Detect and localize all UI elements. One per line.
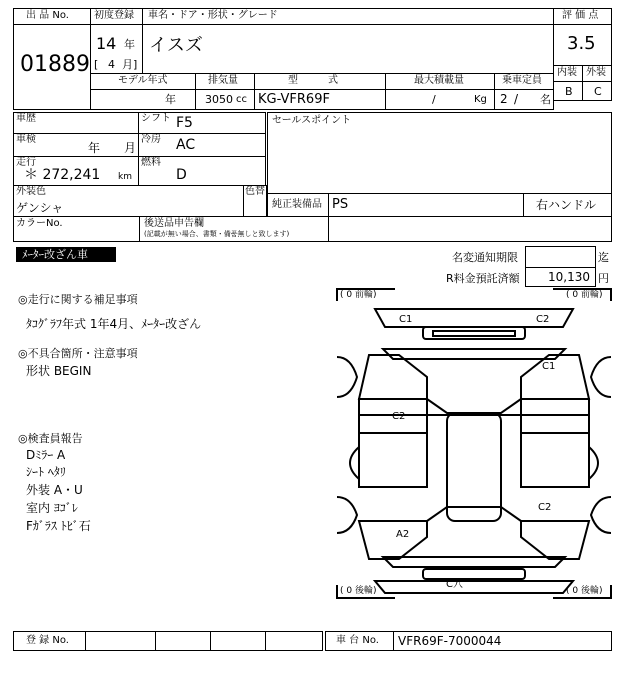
car-outline-svg (335, 287, 613, 600)
rear-bumper (375, 581, 573, 593)
lot-number: 01889 (20, 52, 90, 77)
inspector-line: Fｶﾞﾗｽ ﾄﾋﾞ石 (26, 519, 91, 533)
score-label: 評 価 点 (562, 10, 599, 21)
rear-window (427, 507, 521, 521)
rear-left (359, 521, 427, 559)
inspector-heading: ◎検査員報告 (18, 432, 83, 445)
steering-value: 右ハンドル (536, 198, 597, 212)
type-label: 型 式 (288, 75, 338, 86)
documents-extra-cell (328, 216, 612, 242)
name-change-unit: 迄 (598, 251, 609, 264)
exterior-label: 外装 (586, 67, 606, 78)
first-reg-month: 4 (108, 58, 115, 71)
body-left-lower (359, 433, 427, 487)
first-reg-month-open: [ (94, 58, 99, 71)
shift-value: F5 (176, 115, 193, 131)
rear-bed (383, 557, 565, 567)
inspector-line: Dﾐﾗｰ A (26, 448, 66, 462)
front-plate (433, 331, 515, 336)
roof (447, 413, 501, 521)
right-side-wheel-upper (589, 447, 598, 479)
name-change-label: 名変通知期限 (452, 251, 518, 264)
type-value: KG-VFR69F (258, 92, 330, 107)
max-load-unit: Kg (474, 94, 487, 105)
maker-name: イスズ (149, 35, 203, 56)
lot-label: 出 品 No. (26, 10, 69, 21)
color-label: 外装色 (16, 186, 46, 197)
mileage-unit: km (118, 172, 132, 182)
mark-a2-left: A2 (396, 529, 410, 540)
chassis-value: VFR69F-7000044 (398, 634, 502, 648)
displacement-value: 3050 (205, 93, 233, 106)
mark-c-hole-bottom: C穴 (446, 579, 463, 590)
color-no-label: カラーNo. (16, 218, 63, 229)
recycle-value: 10,130 (548, 270, 590, 284)
cab-top (383, 349, 565, 359)
chassis-label: 車 台 No. (336, 635, 379, 646)
max-load-slash: / (432, 93, 436, 106)
mileage-value: ＊ 272,241 (24, 167, 101, 183)
aircon-label: 冷房 (141, 134, 161, 145)
corner-tl: ( 0 前輪) (340, 290, 377, 300)
first-reg-month-unit: 月] (122, 58, 138, 71)
first-reg-year: 14 (96, 34, 117, 53)
inspector-line: ｼｰﾄ ﾍﾀﾘ (26, 465, 66, 479)
recycle-label: R料金預託済額 (446, 272, 520, 285)
defects-heading: ◎不具合箇所・注意事項 (18, 347, 138, 360)
meter-tamper-badge: ﾒｰﾀｰ改ざん車 (22, 248, 88, 261)
model-header-label: 車名・ドア・形状・グレード (148, 10, 278, 21)
first-reg-label: 初度登録 (94, 10, 134, 21)
corner-tr: ( 0 前輪) (566, 290, 603, 300)
max-load-label: 最大積載量 (414, 75, 464, 86)
documents-note: (記載が無い場合、書類・備품無しと致します) (144, 230, 290, 238)
mark-c2-left: C2 (392, 411, 406, 422)
rear-wheel-right (591, 497, 611, 533)
inspector-line: 外装 A・U (26, 483, 83, 497)
capacity-slash: / (514, 92, 519, 106)
mark-c2-right-lower: C2 (538, 502, 552, 513)
fuel-value: D (176, 167, 187, 183)
color-value: ゲンシャ (16, 201, 64, 215)
defects-text: 形状 BEGIN (26, 364, 92, 378)
fuel-label: 燃料 (141, 157, 161, 168)
driving-text: ﾀｺｸﾞﾗﾌ年式 1年4月、ﾒｰﾀｰ改ざん (26, 317, 202, 331)
rear-wheel-left (337, 497, 357, 533)
model-year-label: モデル年式 (118, 75, 168, 86)
front-grille (423, 327, 525, 339)
first-reg-year-unit: 年 (124, 38, 135, 51)
aircon-value: AC (176, 137, 196, 153)
inspection-label: 車検 (16, 134, 36, 145)
color-change-label: 色替 (245, 186, 265, 197)
score-value: 3.5 (567, 33, 596, 54)
mark-c2-top-right: C2 (536, 314, 550, 325)
capacity-label: 乗車定員 (502, 75, 542, 86)
driving-heading: ◎走行に関する補足事項 (18, 293, 138, 306)
equipment-label: 純正装備品 (272, 199, 322, 210)
history-label: 車歴 (16, 113, 36, 124)
capacity-unit: 名 (540, 93, 551, 106)
body-right-lower (521, 433, 589, 487)
sales-point-label: セールスポイント (272, 115, 352, 126)
cab-left (359, 355, 427, 399)
capacity-value: 2 (500, 92, 508, 106)
inspection-month-unit: 月 (124, 141, 137, 155)
interior-label: 内装 (557, 67, 577, 78)
inspection-year-unit: 年 (88, 141, 101, 155)
name-change-box (525, 246, 596, 268)
front-wheel-right (591, 357, 611, 397)
inspector-line: 室内 ﾖｺﾞﾚ (26, 501, 78, 515)
model-year-unit: 年 (165, 93, 176, 106)
mileage-label: 走行 (16, 157, 36, 168)
corner-bl: ( 0 後輪) (340, 586, 377, 596)
recycle-unit: 円 (598, 272, 609, 285)
displacement-unit: cc (236, 94, 247, 105)
registration-label: 登 録 No. (26, 635, 69, 646)
equipment-value-cell (328, 193, 524, 217)
mark-c1-top-left: C1 (399, 314, 413, 325)
rear-right (521, 521, 589, 559)
mark-c1-right: C1 (542, 361, 556, 372)
front-wheel-left (337, 357, 357, 397)
left-side-wheel-upper (350, 447, 359, 479)
corner-br: ( 0 後輪) (566, 586, 603, 596)
car-diagram (335, 287, 613, 600)
documents-label: 後送品申告欄 (144, 218, 204, 229)
rear-plate (423, 569, 525, 579)
equipment-value: PS (332, 197, 349, 212)
interior-grade: B (565, 85, 573, 98)
displacement-label: 排気量 (208, 75, 238, 86)
maker-cell (142, 24, 554, 74)
exterior-grade: C (594, 85, 602, 98)
shift-label: シフト (141, 113, 171, 124)
windshield (427, 399, 521, 413)
